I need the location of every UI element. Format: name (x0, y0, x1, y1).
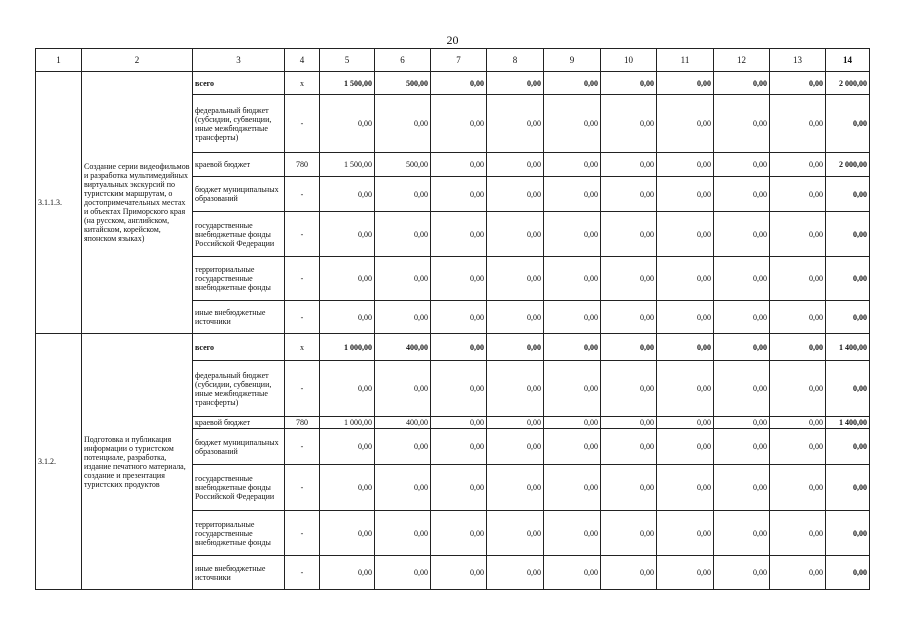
value-cell: 0,00 (601, 417, 657, 429)
value-cell: 400,00 (375, 417, 431, 429)
value-cell: 0,00 (544, 301, 601, 334)
funding-source: бюджет муниципальных образований (193, 429, 285, 465)
budget-code: х (285, 72, 320, 95)
total-cell: 1 400,00 (826, 334, 870, 361)
header-cell: 9 (544, 49, 601, 72)
header-row (36, 49, 870, 72)
value-cell: 0,00 (431, 153, 487, 177)
funding-source: государственные внебюджетные фонды Российской Федерации (193, 212, 285, 257)
value-cell: 0,00 (657, 429, 714, 465)
funding-source: краевой бюджет (193, 417, 285, 429)
header-cell: 4 (285, 49, 320, 72)
budget-code: - (285, 361, 320, 417)
value-cell: 0,00 (657, 153, 714, 177)
value-cell: 0,00 (431, 417, 487, 429)
budget-code: - (285, 511, 320, 556)
value-cell: 0,00 (431, 301, 487, 334)
value-cell: 0,00 (601, 465, 657, 511)
value-cell: 0,00 (320, 257, 375, 301)
table-row (36, 72, 870, 95)
value-cell: 0,00 (431, 556, 487, 590)
value-cell: 0,00 (487, 301, 544, 334)
value-cell: 0,00 (657, 417, 714, 429)
value-cell: 0,00 (601, 511, 657, 556)
value-cell: 0,00 (544, 429, 601, 465)
header-cell: 6 (375, 49, 431, 72)
budget-table (35, 48, 870, 590)
value-cell: 0,00 (487, 153, 544, 177)
value-cell: 0,00 (375, 361, 431, 417)
value-cell: 0,00 (487, 556, 544, 590)
value-cell: 400,00 (375, 334, 431, 361)
value-cell: 0,00 (487, 95, 544, 153)
total-cell: 0,00 (826, 301, 870, 334)
value-cell: 0,00 (601, 212, 657, 257)
page-number: 20 (446, 33, 459, 47)
value-cell: 0,00 (431, 361, 487, 417)
total-cell: 0,00 (826, 429, 870, 465)
value-cell: 0,00 (544, 511, 601, 556)
total-cell: 0,00 (826, 95, 870, 153)
value-cell: 0,00 (770, 334, 826, 361)
value-cell: 0,00 (714, 556, 770, 590)
value-cell: 0,00 (320, 361, 375, 417)
value-cell: 0,00 (601, 556, 657, 590)
value-cell: 0,00 (375, 429, 431, 465)
value-cell: 0,00 (657, 334, 714, 361)
value-cell: 0,00 (601, 95, 657, 153)
value-cell: 0,00 (431, 334, 487, 361)
value-cell: 0,00 (714, 417, 770, 429)
value-cell: 0,00 (487, 465, 544, 511)
header-cell: 1 (36, 49, 82, 72)
value-cell: 0,00 (657, 556, 714, 590)
budget-code: х (285, 334, 320, 361)
value-cell: 0,00 (770, 511, 826, 556)
activity-code: 3.1.2. (36, 334, 82, 590)
value-cell: 0,00 (657, 511, 714, 556)
value-cell: 0,00 (657, 301, 714, 334)
funding-source: краевой бюджет (193, 153, 285, 177)
value-cell: 0,00 (657, 72, 714, 95)
value-cell: 1 500,00 (320, 153, 375, 177)
value-cell: 0,00 (487, 429, 544, 465)
value-cell: 0,00 (544, 257, 601, 301)
funding-source: иные внебюджетные источники (193, 301, 285, 334)
header-cell: 13 (770, 49, 826, 72)
value-cell: 0,00 (487, 177, 544, 212)
value-cell: 0,00 (657, 212, 714, 257)
value-cell: 0,00 (601, 72, 657, 95)
budget-code: - (285, 429, 320, 465)
value-cell: 0,00 (601, 153, 657, 177)
value-cell: 0,00 (375, 95, 431, 153)
value-cell: 0,00 (714, 334, 770, 361)
value-cell: 0,00 (544, 153, 601, 177)
value-cell: 0,00 (487, 257, 544, 301)
value-cell: 0,00 (544, 177, 601, 212)
value-cell: 0,00 (320, 95, 375, 153)
total-cell: 2 000,00 (826, 153, 870, 177)
funding-source: государственные внебюджетные фонды Российской Федерации (193, 465, 285, 511)
value-cell: 500,00 (375, 72, 431, 95)
value-cell: 0,00 (375, 511, 431, 556)
funding-source: всего (193, 334, 285, 361)
header-cell: 2 (82, 49, 193, 72)
value-cell: 0,00 (375, 556, 431, 590)
header-cell: 14 (826, 49, 870, 72)
value-cell: 0,00 (770, 153, 826, 177)
value-cell: 0,00 (544, 95, 601, 153)
value-cell: 0,00 (770, 177, 826, 212)
value-cell: 0,00 (601, 429, 657, 465)
value-cell: 0,00 (714, 257, 770, 301)
value-cell: 0,00 (320, 212, 375, 257)
value-cell: 0,00 (544, 212, 601, 257)
value-cell: 0,00 (544, 465, 601, 511)
budget-code: - (285, 177, 320, 212)
value-cell: 0,00 (770, 429, 826, 465)
value-cell: 0,00 (714, 95, 770, 153)
value-cell: 0,00 (657, 177, 714, 212)
value-cell: 0,00 (431, 212, 487, 257)
value-cell: 0,00 (601, 301, 657, 334)
total-cell: 0,00 (826, 177, 870, 212)
value-cell: 0,00 (544, 361, 601, 417)
funding-source: бюджет муниципальных образований (193, 177, 285, 212)
value-cell: 0,00 (714, 301, 770, 334)
value-cell: 0,00 (487, 334, 544, 361)
value-cell: 0,00 (601, 177, 657, 212)
value-cell: 0,00 (431, 429, 487, 465)
value-cell: 0,00 (770, 556, 826, 590)
value-cell: 0,00 (770, 95, 826, 153)
value-cell: 0,00 (320, 465, 375, 511)
funding-source: территориальные государственные внебюджетные фонды (193, 257, 285, 301)
value-cell: 0,00 (770, 212, 826, 257)
value-cell: 0,00 (770, 257, 826, 301)
header-cell: 11 (657, 49, 714, 72)
value-cell: 0,00 (487, 511, 544, 556)
value-cell: 0,00 (601, 257, 657, 301)
value-cell: 0,00 (431, 511, 487, 556)
header-cell: 5 (320, 49, 375, 72)
budget-code: 780 (285, 153, 320, 177)
value-cell: 0,00 (714, 177, 770, 212)
activity-code: 3.1.1.3. (36, 72, 82, 334)
budget-code: - (285, 301, 320, 334)
value-cell: 0,00 (770, 361, 826, 417)
value-cell: 0,00 (487, 72, 544, 95)
value-cell: 0,00 (375, 257, 431, 301)
value-cell: 0,00 (487, 212, 544, 257)
total-cell: 0,00 (826, 212, 870, 257)
value-cell: 0,00 (431, 465, 487, 511)
total-cell: 0,00 (826, 257, 870, 301)
value-cell: 1 000,00 (320, 334, 375, 361)
header-cell: 10 (601, 49, 657, 72)
activity-name: Подготовка и публикация информации о туристском потенциале, разработка, издание печатного материала, создание и презентация туристских продуктов (82, 334, 193, 590)
value-cell: 0,00 (714, 212, 770, 257)
value-cell: 0,00 (487, 417, 544, 429)
value-cell: 0,00 (770, 301, 826, 334)
value-cell: 0,00 (770, 417, 826, 429)
budget-code: - (285, 465, 320, 511)
value-cell: 1 500,00 (320, 72, 375, 95)
value-cell: 0,00 (375, 465, 431, 511)
total-cell: 2 000,00 (826, 72, 870, 95)
value-cell: 0,00 (544, 556, 601, 590)
value-cell: 0,00 (320, 556, 375, 590)
funding-source: федеральный бюджет (субсидии, субвенции, иные межбюджетные трансферты) (193, 361, 285, 417)
total-cell: 1 400,00 (826, 417, 870, 429)
value-cell: 0,00 (375, 301, 431, 334)
funding-source: иные внебюджетные источники (193, 556, 285, 590)
value-cell: 0,00 (770, 465, 826, 511)
value-cell: 0,00 (320, 511, 375, 556)
total-cell: 0,00 (826, 511, 870, 556)
value-cell: 0,00 (714, 465, 770, 511)
value-cell: 0,00 (657, 257, 714, 301)
value-cell: 0,00 (375, 177, 431, 212)
value-cell: 0,00 (320, 177, 375, 212)
value-cell: 0,00 (601, 334, 657, 361)
header-cell: 3 (193, 49, 285, 72)
budget-code: - (285, 556, 320, 590)
value-cell: 0,00 (431, 72, 487, 95)
value-cell: 0,00 (431, 95, 487, 153)
table-row (36, 334, 870, 361)
value-cell: 0,00 (714, 153, 770, 177)
header-cell: 7 (431, 49, 487, 72)
total-cell: 0,00 (826, 556, 870, 590)
value-cell: 0,00 (657, 95, 714, 153)
value-cell: 0,00 (714, 429, 770, 465)
total-cell: 0,00 (826, 361, 870, 417)
budget-code: - (285, 257, 320, 301)
value-cell: 0,00 (375, 212, 431, 257)
value-cell: 0,00 (714, 511, 770, 556)
header-cell: 12 (714, 49, 770, 72)
total-cell: 0,00 (826, 465, 870, 511)
funding-source: территориальные государственные внебюджетные фонды (193, 511, 285, 556)
value-cell: 0,00 (544, 417, 601, 429)
funding-source: федеральный бюджет (субсидии, субвенции, иные межбюджетные трансферты) (193, 95, 285, 153)
value-cell: 0,00 (770, 72, 826, 95)
value-cell: 0,00 (431, 257, 487, 301)
value-cell: 1 000,00 (320, 417, 375, 429)
value-cell: 0,00 (601, 361, 657, 417)
value-cell: 0,00 (431, 177, 487, 212)
budget-code: 780 (285, 417, 320, 429)
value-cell: 0,00 (544, 72, 601, 95)
value-cell: 0,00 (714, 361, 770, 417)
header-cell: 8 (487, 49, 544, 72)
activity-name: Создание серии видеофильмов и разработка мультимедийных виртуальных экскурсий по туристским маршрутам, о достопримечательных местах и объектах Приморского края (на русском, английском, китайском, корейском, японском языках) (82, 72, 193, 334)
value-cell: 500,00 (375, 153, 431, 177)
value-cell: 0,00 (487, 361, 544, 417)
value-cell: 0,00 (320, 301, 375, 334)
budget-code: - (285, 95, 320, 153)
value-cell: 0,00 (657, 361, 714, 417)
value-cell: 0,00 (657, 465, 714, 511)
value-cell: 0,00 (544, 334, 601, 361)
budget-code: - (285, 212, 320, 257)
value-cell: 0,00 (320, 429, 375, 465)
value-cell: 0,00 (714, 72, 770, 95)
funding-source: всего (193, 72, 285, 95)
